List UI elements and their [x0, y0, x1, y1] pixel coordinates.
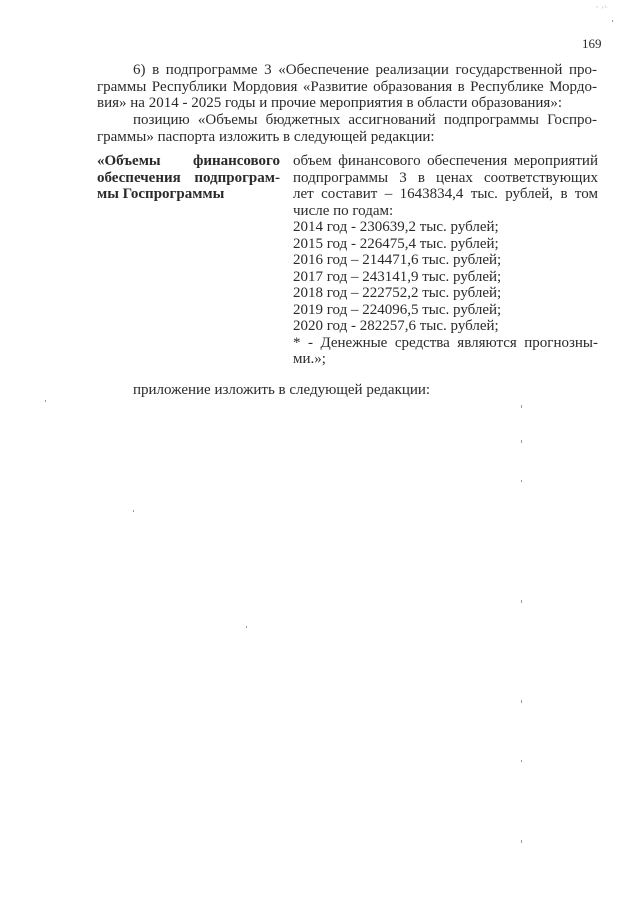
corner-scan-mark: ᵛ ʸᴸ	[596, 4, 609, 12]
year-amount-line: 2017 год – 243141,9 тыс. рублей;	[293, 268, 502, 285]
closing-instruction: приложение изложить в следующей редакции:	[133, 382, 431, 398]
table-left-line: «Объемы финансового	[97, 153, 280, 169]
scan-artifact	[133, 510, 134, 512]
table-left-line: обеспечения подпрограм-	[97, 169, 280, 186]
paragraph-subprogram-3	[97, 62, 597, 112]
paragraph-line: 6) в подпрограмме 3 «Обеспечение реализации государственной про-	[133, 62, 597, 78]
scan-artifact	[612, 20, 613, 22]
table-left-line: мы Госпрограммы	[97, 186, 225, 202]
footnote-line: ми.»;	[293, 351, 326, 367]
scan-artifact	[521, 700, 522, 703]
paragraph-line: вия» на 2014 - 2025 годы и прочие мероприятия в области образования»:	[97, 95, 562, 111]
year-amount-line: 2016 год – 214471,6 тыс. рублей;	[293, 252, 502, 268]
year-amount-line: 2020 год - 282257,6 тыс. рублей;	[293, 318, 499, 334]
scan-artifact	[521, 760, 522, 762]
page-number: 169	[582, 36, 602, 51]
year-amount-line: 2019 год – 224096,5 тыс. рублей;	[293, 301, 502, 318]
scan-artifact	[45, 400, 46, 402]
scan-artifact	[521, 840, 522, 843]
table-right-line: числе по годам:	[293, 202, 394, 219]
year-amount-line: 2018 год – 222752,2 тыс. рублей;	[293, 285, 502, 301]
scan-artifact	[521, 440, 522, 443]
scan-artifact	[246, 626, 247, 628]
scan-artifact	[521, 405, 522, 408]
paragraph-position-instruction	[97, 112, 597, 145]
scan-artifact	[521, 600, 522, 603]
table-left-cell	[97, 153, 280, 203]
table-right-line: лет составит – 1643834,4 тыс. рублей, в том	[293, 186, 598, 202]
year-amount-line: 2015 год - 226475,4 тыс. рублей;	[293, 235, 499, 252]
scan-artifact	[521, 480, 522, 482]
footnote-line: * - Денежные средства являются прогнозны-	[293, 334, 598, 351]
table-right-line: подпрограммы 3 в ценах соответствующих	[293, 169, 598, 186]
table-right-cell	[293, 153, 598, 368]
paragraph-line: граммы» паспорта изложить в следующей редакции:	[97, 128, 435, 145]
table-right-line: объем финансового обеспечения мероприятий	[293, 153, 598, 169]
paragraph-line: граммы Республики Мордовия «Развитие образования в Республике Мордо-	[97, 78, 597, 95]
year-amount-line: 2014 год - 230639,2 тыс. рублей;	[293, 219, 499, 235]
paragraph-line: позицию «Объемы бюджетных ассигнований подпрограммы Госпро-	[133, 112, 597, 128]
